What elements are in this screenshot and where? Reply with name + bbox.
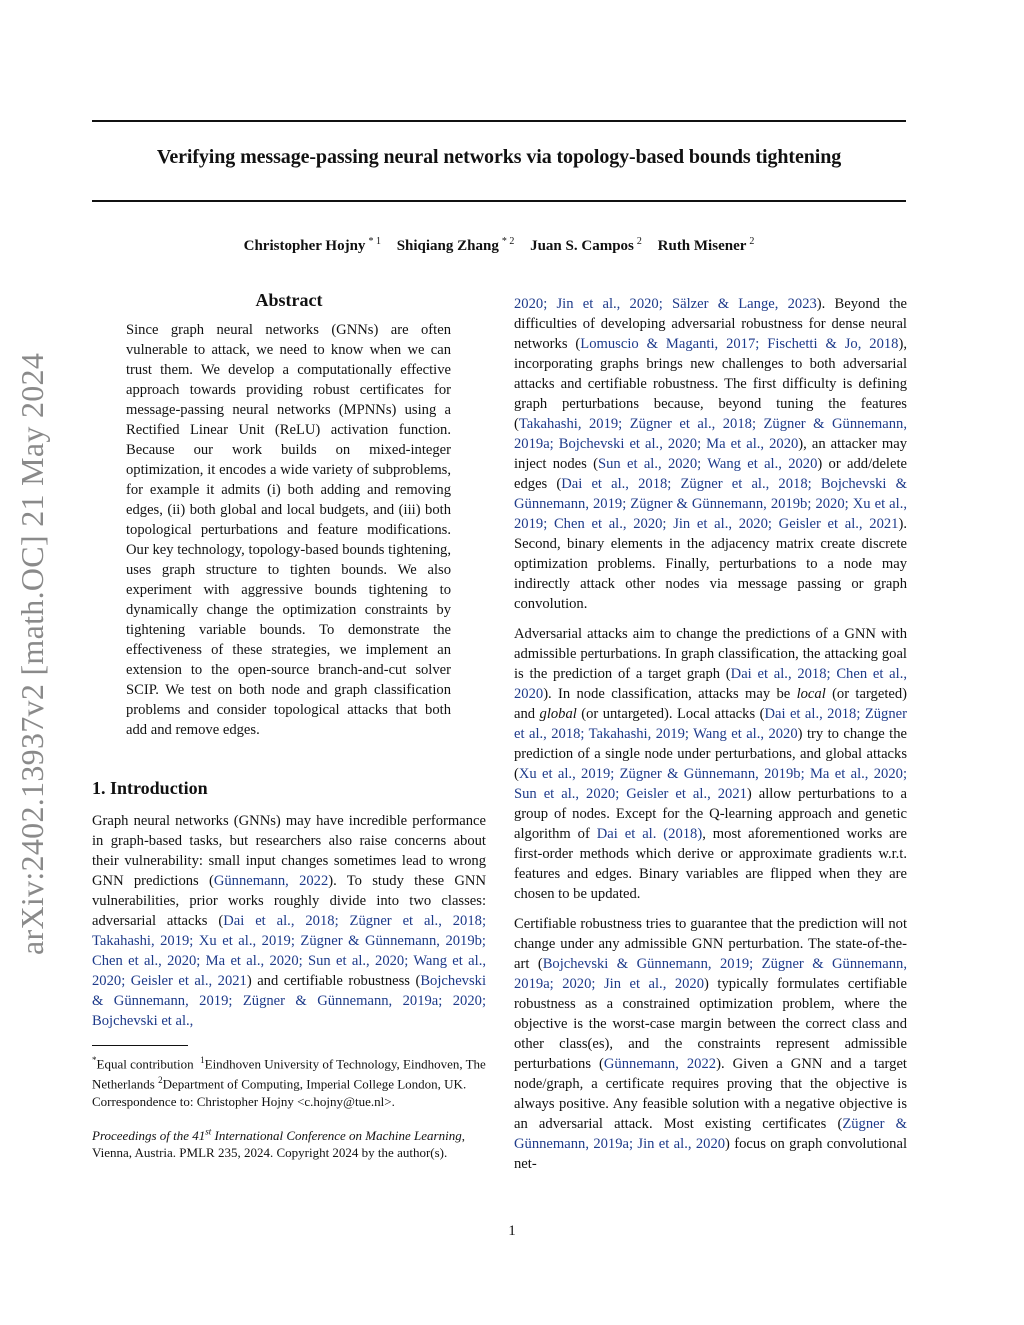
affiliation-footnote: *Equal contribution $^1$Eindhoven University of Technology, Eindhoven, The Netherlands $^2$Department of Computing, Imperial College London, UK. Correspondence to: Christopher Hojny <c.hojny@tue.nl>. (92, 1055, 486, 1109)
section-heading-introduction: 1. Introduction (92, 778, 208, 798)
body-paragraph: 2020; Jin et al., 2020; Sälzer & Lange, 2023). Beyond the difficulties of developing adversarial robustness for dense neural networks (Lomuscio & Maganti, 2017; Fischetti & Jo, 2018), incorporating graphs brings new challenges to both adversarial attacks and certifiable robustness. The first difficulty is defining graph perturbations because, beyond tuning the features (Takahashi, 2019; Zügner et al., 2018; Zügner & Günnemann, 2019a; Bojchevski et al., 2020; Ma et al., 2020), an attacker may inject nodes (Sun et al., 2020; Wang et al., 2020) or add/delete edges (Dai et al., 2018; Zügner et al., 2018; Bojchevski & Günnemann, 2019; Zügner & Günnemann, 2019b; 2020; Xu et al., 2019; Chen et al., 2020; Jin et al., 2020; Geisler et al., 2021). Second, binary elements in the adjacency matrix create discrete optimization problems. Finally, perturbations to a node may indirectly attack other nodes via message passing or graph convolution. (514, 296, 907, 612)
citation-link[interactable]: Günnemann, 2022 (213, 873, 329, 889)
citation-link[interactable]: Lomuscio & Maganti, 2017; Fischetti & Jo, 2018 (580, 336, 899, 352)
title-rule-top (92, 120, 906, 122)
author: Christopher Hojny $^{* 1}$ (243, 236, 381, 254)
abstract-heading: Abstract (255, 290, 323, 310)
paper-title: Verifying message-passing neural networks via topology-based bounds tightening (156, 146, 842, 168)
author: Ruth Misener $^2$ (657, 236, 755, 254)
author: Shiqiang Zhang $^{* 2}$ (396, 236, 515, 254)
citation-link[interactable]: Günnemann, 2022 (603, 1056, 717, 1072)
citation-link[interactable]: Dai et al., 2018; Chen et al., 2020 (514, 666, 907, 702)
proceedings-note: Proceedings of the 41st International Conference on Machine Learning, Vienna, Austria. PMLR 235, 2024. Copyright 2024 by the author(s). (92, 1126, 465, 1160)
page-number: 1 (508, 1223, 516, 1239)
citation-link[interactable]: Zügner & Günnemann, 2019a; Jin et al., 2020 (514, 1116, 907, 1152)
citation-link[interactable]: Takahashi, 2019; Zügner et al., 2018; Zügner & Günnemann, 2019a; Bojchevski et al., 2020; Ma et al., 2020 (514, 416, 907, 452)
citation-link[interactable]: Dai et al., 2018; Zügner et al., 2018; Takahashi, 2019; Wang et al., 2020 (514, 706, 907, 742)
right-column (514, 294, 907, 1184)
citation-link[interactable]: 2020; Jin et al., 2020; Sälzer & Lange, 2023 (514, 296, 817, 312)
abstract-text: Since graph neural networks (GNNs) are often vulnerable to attack, we need to know when we can trust them. We develop a computationally effective approach towards providing robust certificates for message-passing neural networks (MPNNs) using a Rectified Linear Unit (ReLU) activation function. Because our work builds on mixed-integer optimization, it encodes a wide variety of subproblems, for example it admits (i) both adding and removing edges, (ii) both global and local budgets, and (iii) both topological perturbations and feature modifications. Our key technology, topology-based bounds tightening, uses graph structure to tighten bounds. We also experiment with aggressive bounds tightening to dynamically change the optimization constraints by tightening variable bounds. To demonstrate the effectiveness of these strategies, we implement an extension to the open-source branch-and-cut solver SCIP. We test on both node and graph classification problems and consider topological attacks that both add and remove edges. (126, 322, 451, 738)
citation-link[interactable]: Dai et al. (2018) (596, 826, 703, 842)
body-paragraph: Certifiable robustness tries to guarantee that the prediction will not change under any admissible GNN perturbation. The state-of-the-art (Bojchevski & Günnemann, 2019; Zügner & Günnemann, 2019a; 2020; Jin et al., 2020) typically formulates certifiable robustness as a constrained optimization problem, where the objective is the worst-case margin between the correct class and other class(es), and the constraints represent admissible perturbations (Günnemann, 2022). Given a GNN and a target node/graph, a certificate requires proving that the objective is always positive. Any feasible solution with a negative objective is an adversarial attack. Most existing certificates (Zügner & Günnemann, 2019a; Jin et al., 2020) focus on graph convolutional net- (514, 916, 907, 1172)
citation-link[interactable]: Bojchevski & Günnemann, 2019; Zügner & Günnemann, 2019a; 2020; Jin et al., 2020 (514, 956, 907, 992)
body-paragraph: Adversarial attacks aim to change the predictions of a GNN with admissible perturbations. In graph classification, the attacking goal is the prediction of a target graph (Dai et al., 2018; Chen et al., 2020). In node classification, attacks may be local (or targeted) and global (or untargeted). Local attacks (Dai et al., 2018; Zügner et al., 2018; Takahashi, 2019; Wang et al., 2020) try to change the prediction of a single node under perturbations, and global attacks (Xu et al., 2019; Zügner & Günnemann, 2019b; Ma et al., 2020; Sun et al., 2020; Geisler et al., 2021) allow perturbations to a group of nodes. Except for the Q-learning approach and genetic algorithm of Dai et al. (2018), most aforementioned works are first-order methods which derive or approximate gradients w.r.t. features and edges. Binary variables are flipped when they are chosen to be updated. (514, 626, 908, 902)
footnote-rule (92, 1045, 188, 1046)
author-list (92, 236, 906, 255)
left-column (92, 290, 486, 1161)
citation-link[interactable]: Dai et al., 2018; Zügner et al., 2018; Takahashi, 2019; Xu et al., 2019; Zügner & Günnemann, 2019b; Chen et al., 2020; Ma et al., 2020; Sun et al., 2020; Wang et al., 2020; Geisler et al., 2021 (92, 913, 487, 989)
citation-link[interactable]: Sun et al., 2020; Wang et al., 2020 (597, 456, 818, 472)
citation-link[interactable]: Bojchevski & Günnemann, 2019; Zügner & Günnemann, 2019a; 2020; Bojchevski et al., (92, 973, 486, 1029)
author: Juan S. Campos $^2$ (530, 236, 642, 254)
intro-paragraph: Graph neural networks (GNNs) may have incredible performance in graph-based tasks, but researchers also raise concerns about their vulnerability: small input changes sometimes lead to wrong GNN predictions (Günnemann, 2022). To study these GNN vulnerabilities, prior works roughly divide into two classes: adversarial attacks (Dai et al., 2018; Zügner et al., 2018; Takahashi, 2019; Xu et al., 2019; Zügner & Günnemann, 2019b; Chen et al., 2020; Ma et al., 2020; Sun et al., 2020; Wang et al., 2020; Geisler et al., 2021) and certifiable robustness (Bojchevski & Günnemann, 2019; Zügner & Günnemann, 2019a; 2020; Bojchevski et al., (92, 813, 487, 1029)
citation-link[interactable]: Xu et al., 2019; Zügner & Günnemann, 2019b; Ma et al., 2020; Sun et al., 2020; Geisler et al., 2021 (514, 766, 907, 802)
citation-link[interactable]: Dai et al., 2018; Zügner et al., 2018; Bojchevski & Günnemann, 2019; Zügner & Günnemann, 2019b; 2020; Xu et al., 2019; Chen et al., 2020; Jin et al., 2020; Geisler et al., 2021 (514, 476, 907, 532)
arxiv-identifier-stamp: arXiv:2402.13937v2 [math.OC] 21 May 2024 (14, 352, 50, 955)
title-rule-bottom (92, 200, 906, 202)
